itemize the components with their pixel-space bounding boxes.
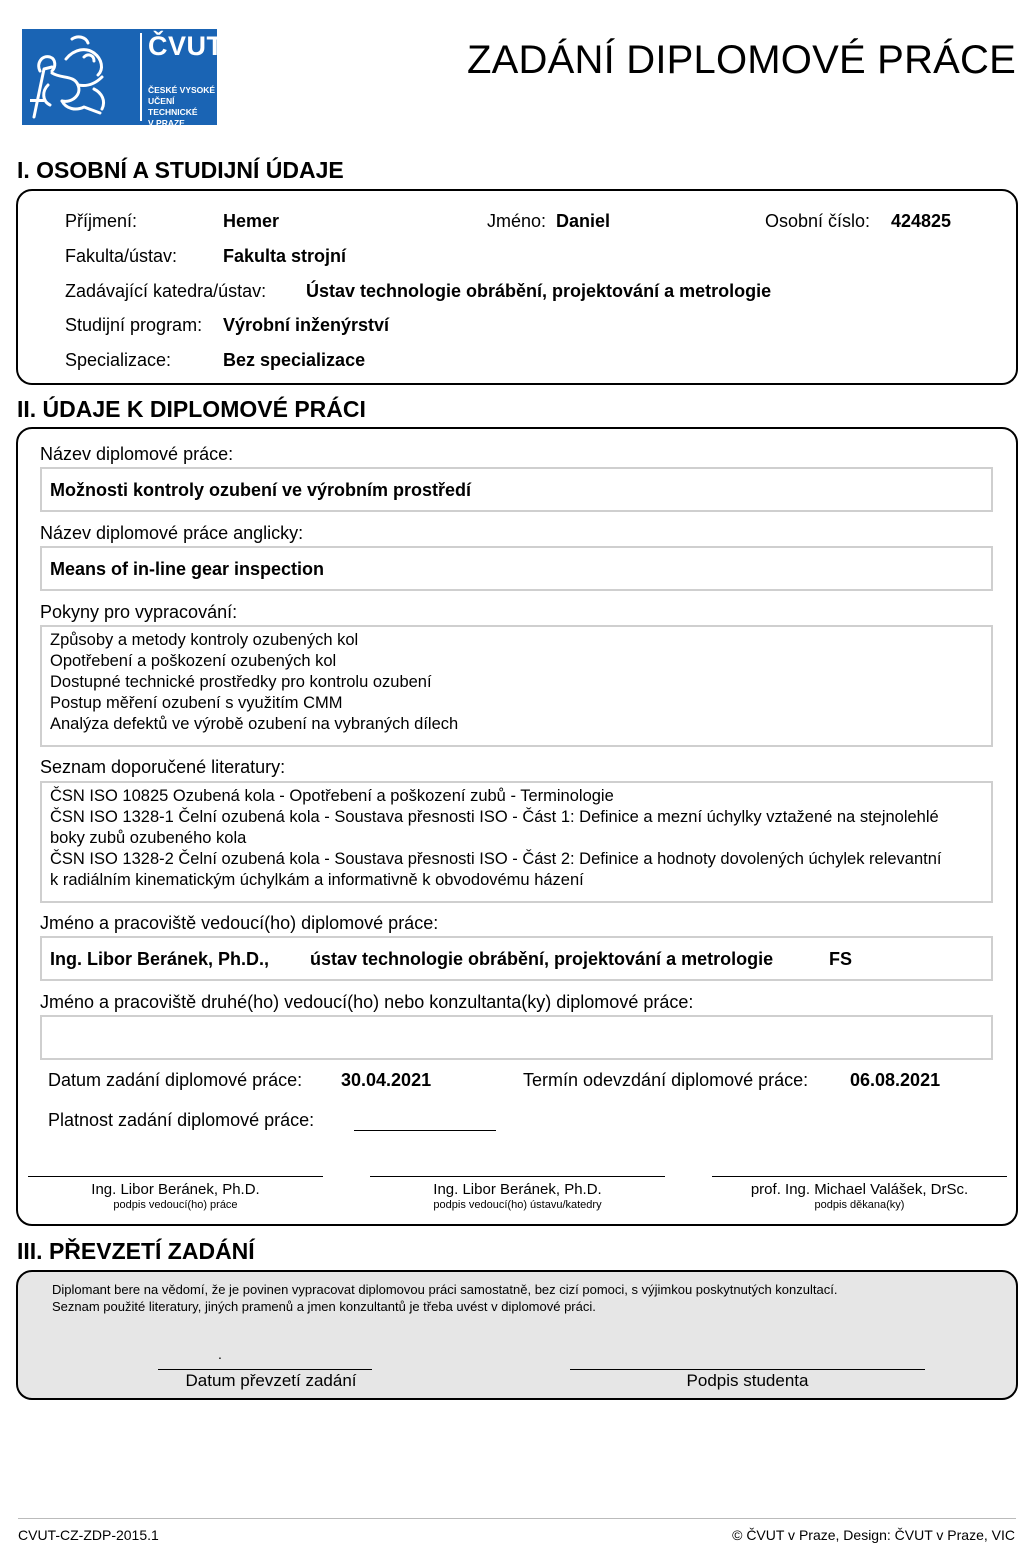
date-assigned-value: 30.04.2021 xyxy=(341,1070,432,1090)
second-supervisor-label: Jméno a pracoviště druhé(ho) vedoucí(ho) nebo konzultanta(ky) diplomové práce: xyxy=(40,992,694,1012)
logo-brand: ČVUT xyxy=(148,31,224,61)
logo-subtitle: ČESKÉ VYSOKÉ UČENÍ TECHNICKÉ V PRAZE xyxy=(148,85,216,128)
thesis-title-en-value: Means of in-line gear inspection xyxy=(50,559,325,579)
form-code: CVUT-CZ-ZDP-2015.1 xyxy=(18,1527,159,1543)
validity-line xyxy=(354,1130,496,1131)
supervisor-department: ústav technologie obrábění, projektování a metrologie xyxy=(310,949,774,969)
validity-label: Platnost zadání diplomové práce: xyxy=(48,1110,315,1130)
thesis-title-en-field[interactable] xyxy=(40,546,993,591)
literature-item: ČSN ISO 10825 Ozubená kola - Opotřebení a poškození zubů - Terminologie xyxy=(50,787,614,805)
literature-item: ČSN ISO 1328-2 Čelní ozubená kola - Soustava přesnosti ISO - Část 2: Definice a hodnoty dovolených úchylek relevantní xyxy=(50,850,942,868)
instructions-field[interactable] xyxy=(40,625,993,747)
deadline-label: Termín odevzdání diplomové práce: xyxy=(523,1070,809,1090)
thesis-title-value: Možnosti kontroly ozubení ve výrobním prostředí xyxy=(50,480,472,500)
acceptance-box xyxy=(16,1270,1018,1400)
supervisor-label: Jméno a pracoviště vedoucí(ho) diplomové práce: xyxy=(40,913,439,933)
supervisor-field[interactable] xyxy=(40,936,993,981)
personal-data-box xyxy=(16,189,1018,385)
surname-value: Hemer xyxy=(223,211,280,231)
signature-name: Ing. Libor Beránek, Ph.D. xyxy=(433,1181,602,1198)
document-title: ZADÁNÍ DIPLOMOVÉ PRÁCE xyxy=(467,38,1016,82)
lion-emblem-icon xyxy=(22,29,119,125)
instruction-item: Postup měření ozubení s využitím CMM xyxy=(50,694,343,712)
student-signature-line xyxy=(570,1369,925,1370)
surname-label: Příjmení: xyxy=(65,211,138,231)
instruction-item: Dostupné technické prostředky pro kontrolu ozubení xyxy=(50,673,432,691)
literature-field[interactable] xyxy=(40,781,993,903)
instruction-item: Způsoby a metody kontroly ozubených kol xyxy=(50,631,359,649)
signature-role: podpis vedoucí(ho) ústavu/katedry xyxy=(433,1199,602,1211)
copyright: © ČVUT v Praze, Design: ČVUT v Praze, VIC xyxy=(732,1527,1015,1543)
signature-role: podpis děkana(ky) xyxy=(814,1199,905,1211)
acceptance-note-2: Seznam použité literatury, jiných pramenů a jmen konzultantů je třeba uvést v diplomové práci. xyxy=(52,1299,596,1314)
signature-name: prof. Ing. Michael Valášek, DrSc. xyxy=(750,1181,969,1198)
faculty-label: Fakulta/ústav: xyxy=(65,246,178,266)
specialization-label: Specializace: xyxy=(65,350,172,370)
department-value: Ústav technologie obrábění, projektování a metrologie xyxy=(306,281,772,301)
thesis-title-field[interactable] xyxy=(40,467,993,512)
program-label: Studijní program: xyxy=(65,315,203,335)
date-mark: . xyxy=(218,1346,222,1362)
logo-divider xyxy=(140,33,142,121)
deadline-value: 06.08.2021 xyxy=(850,1070,941,1090)
date-assigned-label: Datum zadání diplomové práce: xyxy=(48,1070,303,1090)
literature-item: boky zubů ozubeného kola xyxy=(50,829,247,847)
acceptance-note-1: Diplomant bere na vědomí, že je povinen vypracovat diplomovou práci samostatně, bez cizí pomoci, s výjimkou poskytnutých konzultací. xyxy=(52,1282,838,1297)
thesis-title-en-label: Název diplomové práce anglicky: xyxy=(40,523,304,543)
signature-line xyxy=(28,1176,323,1177)
second-supervisor-field[interactable] xyxy=(40,1015,993,1060)
date-accepted-label: Datum převzetí zadání xyxy=(185,1371,357,1390)
name-value: Daniel xyxy=(556,211,611,231)
instruction-item: Analýza defektů ve výrobě ozubení na vybraných dílech xyxy=(50,715,459,733)
literature-item: k radiálním kinematickým úchylkám a informativně k obvodovému házení xyxy=(50,871,584,889)
footer-rule xyxy=(18,1518,1016,1519)
cvut-logo xyxy=(22,29,224,128)
department-label: Zadávající katedra/ústav: xyxy=(65,281,267,301)
signature-name: Ing. Libor Beránek, Ph.D. xyxy=(91,1181,260,1198)
signature-line xyxy=(712,1176,1007,1177)
section-2-heading: II. ÚDAJE K DIPLOMOVÉ PRÁCI xyxy=(17,396,366,422)
personal-id-label: Osobní číslo: xyxy=(765,211,871,231)
section-3-heading: III. PŘEVZETÍ ZADÁNÍ xyxy=(17,1238,255,1264)
signature-role: podpis vedoucí(ho) práce xyxy=(113,1199,238,1211)
name-label: Jméno: xyxy=(487,211,547,231)
instruction-item: Opotřebení a poškození ozubených kol xyxy=(50,652,337,670)
thesis-title-label: Název diplomové práce: xyxy=(40,444,234,464)
program-value: Výrobní inženýrství xyxy=(223,315,390,335)
specialization-value: Bez specializace xyxy=(223,350,366,370)
literature-item: ČSN ISO 1328-1 Čelní ozubená kola - Soustava přesnosti ISO - Část 1: Definice a mezní úchylky vztažené na stejnolehlé xyxy=(50,808,939,826)
supervisor-name: Ing. Libor Beránek, Ph.D., xyxy=(50,949,270,969)
signature-line xyxy=(370,1176,665,1177)
student-signature-label: Podpis studenta xyxy=(686,1371,809,1390)
instructions-label: Pokyny pro vypracování: xyxy=(40,602,238,622)
date-accepted-line xyxy=(158,1369,372,1370)
supervisor-faculty: FS xyxy=(829,949,853,969)
personal-id-value: 424825 xyxy=(891,211,952,231)
faculty-value: Fakulta strojní xyxy=(223,246,347,266)
section-1-heading: I. OSOBNÍ A STUDIJNÍ ÚDAJE xyxy=(17,157,344,183)
literature-label: Seznam doporučené literatury: xyxy=(40,757,286,777)
